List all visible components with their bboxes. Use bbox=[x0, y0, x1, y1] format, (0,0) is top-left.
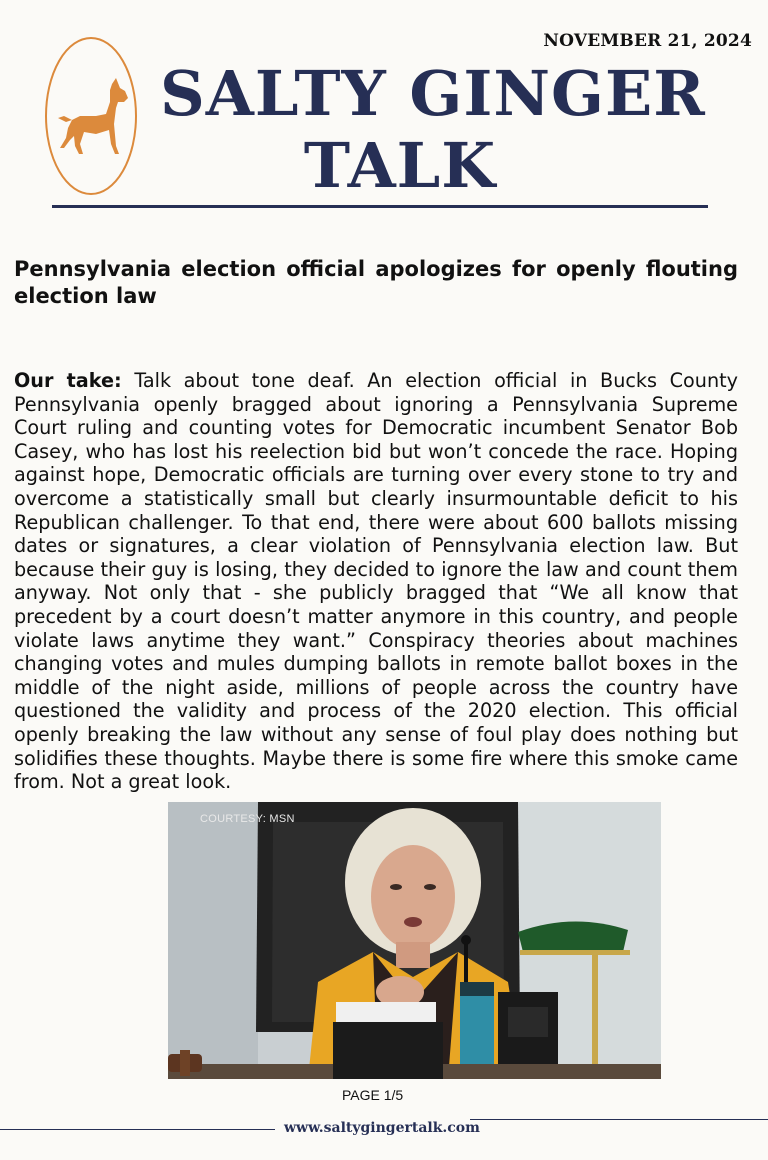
issue-date: NOVEMBER 21, 2024 bbox=[543, 31, 752, 51]
footer-website-link[interactable]: www.saltygingertalk.com bbox=[284, 1120, 480, 1136]
header-divider bbox=[52, 205, 708, 208]
photo-credit: COURTESY: MSN bbox=[200, 813, 295, 825]
masthead-line-1: SALTY GINGER bbox=[160, 57, 706, 130]
footer-divider-right bbox=[470, 1119, 768, 1120]
article-body-text: Talk about tone deaf. An election official in Bucks County Pennsylvania openly bragged about ignoring a Pennsylvania Supreme Court ruling and counting votes for Democratic incumbent Senator Bob Casey, who has lost his reelection bid but won’t concede the race. Hoping against hope, Democratic officials are turning over every stone to try and overcome a statistically small but clearly insurmountable deficit to his Republican challenger. To that end, there were about 600 ballots missing dates or signatures, a clear violation of Pennsylvania election law. But because their guy is losing, they decided to ignore the law and count them anyway. Not only that - she publicly bragged that “We all know that precedent by a court doesn’t matter anymore in this country, and people violate laws anytime they want.” Conspiracy theories about machines changing votes and mules dumping ballots in remote ballot boxes in the middle of the night aside, millions of people across the country have questioned the validity and process of the 2020 election. This official openly breaking the law without any sense of foul play does nothing but solidifies these thoughts. Maybe there is some fire where this smoke came from. Not a great look. bbox=[14, 369, 738, 794]
article-photo bbox=[168, 802, 661, 1079]
article-headline: Pennsylvania election official apologizes for openly flouting election law bbox=[14, 257, 738, 308]
masthead-line-2: TALK bbox=[303, 129, 497, 202]
page-number: PAGE 1/5 bbox=[342, 1087, 404, 1103]
footer-divider-left bbox=[0, 1129, 275, 1130]
our-take-label: Our take: bbox=[14, 369, 122, 392]
article-body bbox=[14, 369, 738, 794]
masthead bbox=[160, 57, 706, 202]
dog-logo-icon bbox=[44, 36, 138, 196]
